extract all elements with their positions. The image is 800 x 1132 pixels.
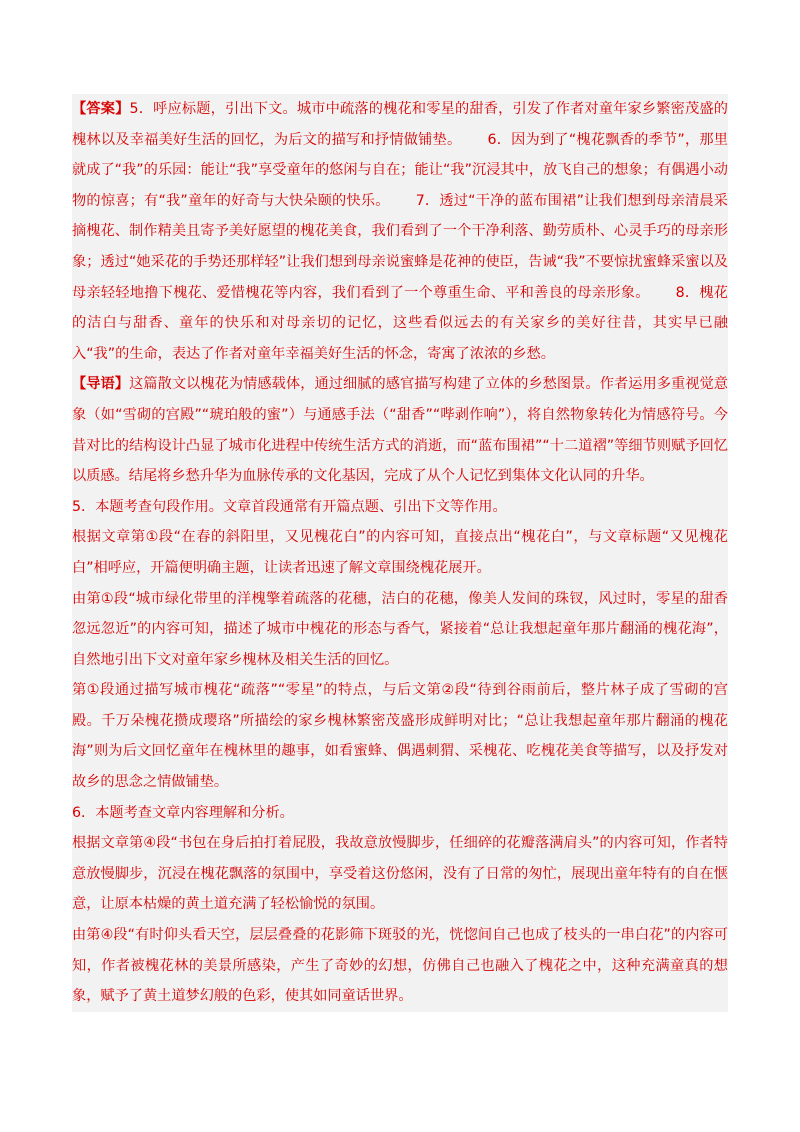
explanation-paragraph: 由第①段“城市绿化带里的洋槐擎着疏落的花穗，洁白的花穗，像美人发间的珠钗，风过时，零星的甜香忽远忽近”的内容可知，描述了城市中槐花的形态与香气，紧接着“总让我想起童年那片翻涌的槐花海”，自然地引出下文对童年家乡槐林及相关生活的回忆。 xyxy=(72,590,728,668)
explanation-paragraph: 根据文章第④段“书包在身后拍打着屁股，我故意放慢脚步，任细碎的花瓣落满肩头”的内容可知，作者特意放慢脚步，沉浸在槐花飘落的氛围中，享受着这份悠闲，没有了日常的匆忙，展现出童年特有的自在惬意，让原本枯燥的黄土道充满了轻松愉悦的氛围。 xyxy=(72,835,728,913)
explanation-paragraph: 根据文章第①段“在春的斜阳里，又见槐花白”的内容可知，直接点出“槐花白”，与文章标题“又见槐花白”相呼应，开篇便明确主题，让读者迅速了解文章围绕槐花展开。 xyxy=(72,529,728,576)
answer-q5: 5．呼应标题，引出下文。城市中疏落的槐花和零星的甜香，引发了作者对童年家乡繁密茂盛的槐林以及幸福美好生活的回忆，为后文的描写和抒情做铺垫。 xyxy=(72,101,728,148)
answer-q8: 8．槐花的洁白与甜香、童年的快乐和对母亲切的记忆，这些看似远去的有关家乡的美好往昔，其实早已融入“我”的生命，表达了作者对童年幸福美好生活的怀念，寄寓了浓浓的乡愁。 xyxy=(72,284,728,362)
explanation-paragraph: 由第④段“有时仰头看天空，层层叠叠的花影筛下斑驳的光，恍惚间自己也成了枝头的一串白花”的内容可知，作者被槐花林的美景所感染，产生了奇妙的幻想，仿佛自己也融入了槐花之中，这种充满童真的想象，赋予了黄土道梦幻般的色彩，使其如同童话世界。 xyxy=(72,927,728,1005)
guide-paragraph xyxy=(72,369,728,491)
explanation-paragraph: 6．本题考查文章内容理解和分析。 xyxy=(72,804,294,821)
answer-content-block xyxy=(72,94,728,1012)
explanation-paragraph: 5．本题考查句段作用。文章首段通常有开篇点题、引出下文等作用。 xyxy=(72,498,507,515)
guide-tag: 【导语】 xyxy=(72,376,130,393)
guide-text: 这篇散文以槐花为情感载体，通过细腻的感官描写构建了立体的乡愁图景。作者运用多重视觉意象（如“雪砌的宫殿”“琥珀般的蜜”）与通感手法（“甜香”“哔剥作响”），将自然物象转化为情感符号。今昔对比的结构设计凸显了城市化进程中传统生活方式的消逝，而“蓝布围裙”“十二道褶”等细节则赋予回忆以质感。结尾将乡愁升华为血脉传承的文化基因，完成了从个人记忆到集体文化认同的升华。 xyxy=(72,376,728,485)
explanation-paragraph: 第①段通过描写城市槐花“疏落”“零星”的特点，与后文第②段“待到谷雨前后，整片林子成了雪砌的宫殿。千万朵槐花攒成璎珞”所描绘的家乡槐林繁密茂盛形成鲜明对比；“总让我想起童年那片翻涌的槐花海”则为后文回忆童年在槐林里的趣事，如看蜜蜂、偶遇刺猬、采槐花、吃槐花美食等描写，以及抒发对故乡的思念之情做铺垫。 xyxy=(72,682,728,791)
answer-q7: 7．透过“干净的蓝布围裙”让我们想到母亲清晨采摘槐花、制作精美且寄予美好愿望的槐花美食，我们看到了一个干净利落、勤劳质朴、心灵手巧的母亲形象；透过“她采花的手势还那样轻”让我们想到母亲说蜜蜂是花神的使臣，告诫“我”不要惊扰蜜蜂采蜜以及母亲轻轻地撸下槐花、爱惜槐花等内容，我们看到了一个尊重生命、平和善良的母亲形象。 xyxy=(72,192,728,301)
answer-paragraph xyxy=(72,94,728,369)
answer-tag: 【答案】 xyxy=(72,101,130,117)
answer-q6: 6．因为到了“槐花飘香的季节”，那里就成了“我”的乐园：能让“我”享受童年的悠闲与自在；能让“我”沉浸其中，放飞自己的想象；有偶遇小动物的惊喜；有“我”童年的好奇与大快朵颐的快乐。 xyxy=(72,131,728,209)
